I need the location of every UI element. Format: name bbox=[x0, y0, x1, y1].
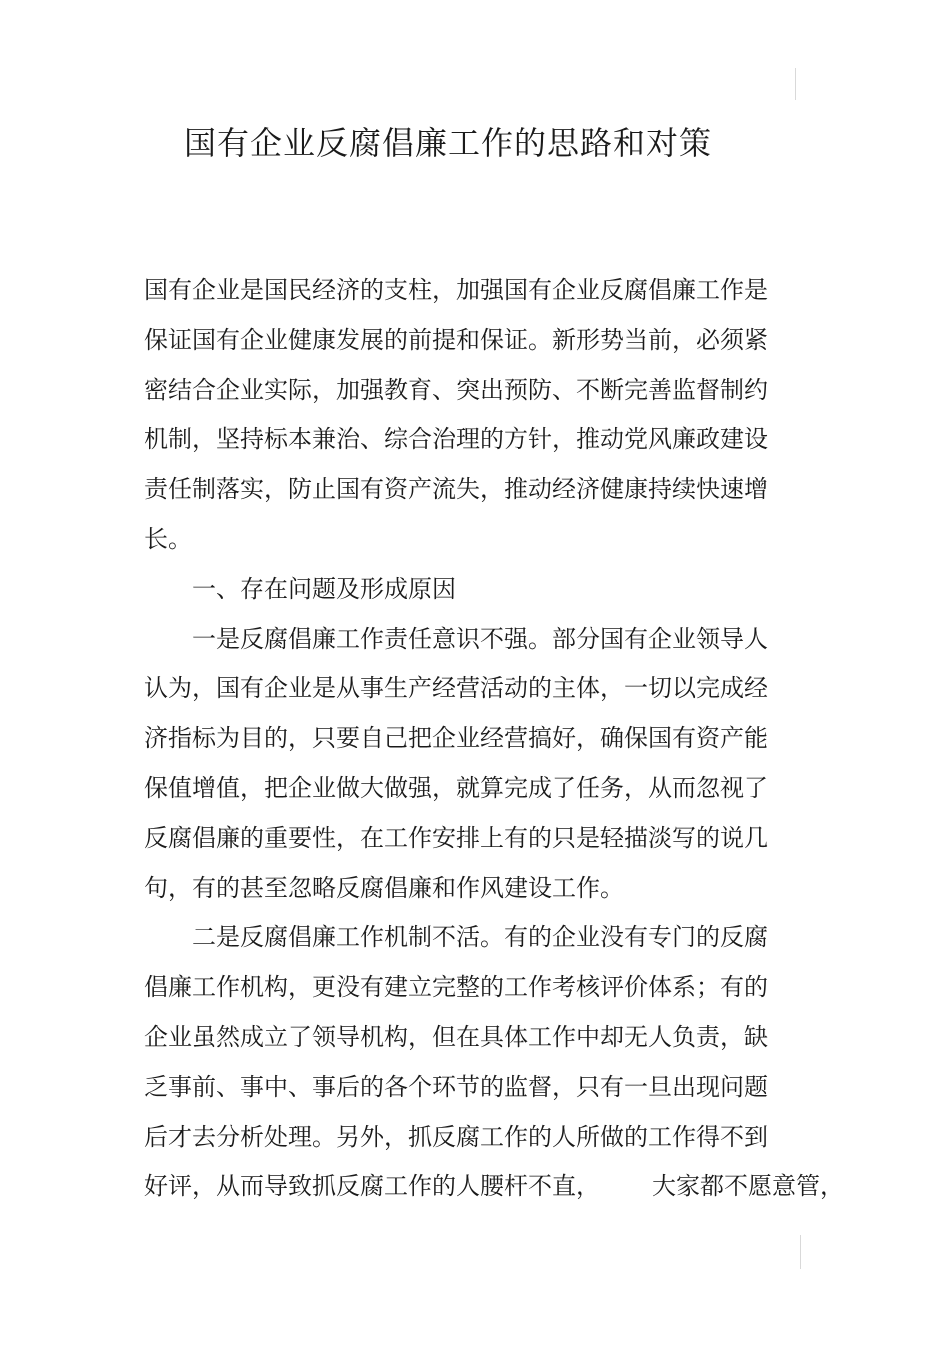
paragraph-line: 密结合企业实际，加强教育、突出预防、不断完善监督制约 bbox=[144, 375, 768, 404]
paragraph-line: 保证国有企业健康发展的前提和保证。新形势当前，必须紧 bbox=[144, 325, 768, 354]
paragraph-line: 企业虽然成立了领导机构，但在具体工作中却无人负责，缺 bbox=[144, 1022, 768, 1051]
paragraph-line bbox=[144, 1162, 844, 1212]
line-segment: 好评，从而导致抓反腐工作的人腰杆不直， bbox=[144, 1172, 600, 1201]
paragraph-line: 句，有的甚至忽略反腐倡廉和作风建设工作。 bbox=[144, 873, 624, 902]
paragraph-line: 长。 bbox=[144, 524, 192, 553]
paragraph-line: 责任制落实，防止国有资产流失，推动经济健康持续快速增 bbox=[144, 475, 768, 504]
paragraph-line: 乏事前、事中、事后的各个环节的监督，只有一旦出现问题 bbox=[144, 1072, 768, 1101]
paragraph-line: 二是反腐倡廉工作机制不活。有的企业没有专门的反腐 bbox=[192, 923, 768, 952]
page-edge-mark bbox=[800, 1235, 801, 1269]
paragraph-line: 认为，国有企业是从事生产经营活动的主体，一切以完成经 bbox=[144, 674, 768, 703]
paragraph-line: 国有企业是国民经济的支柱，加强国有企业反腐倡廉工作是 bbox=[144, 276, 768, 304]
paragraph-line: 一是反腐倡廉工作责任意识不强。部分国有企业领导人 bbox=[192, 624, 768, 653]
line-segment: 大家都不愿意管， bbox=[652, 1172, 844, 1201]
paragraph-line: 保值增值，把企业做大做强，就算完成了任务，从而忽视了 bbox=[144, 773, 768, 802]
paragraph-line: 反腐倡廉的重要性，在工作安排上有的只是轻描淡写的说几 bbox=[144, 823, 768, 852]
paragraph-line: 济指标为目的，只要自己把企业经营搞好，确保国有资产能 bbox=[144, 724, 768, 753]
document-body bbox=[144, 266, 844, 1212]
paragraph-line: 机制，坚持标本兼治、综合治理的方针，推动党风廉政建设 bbox=[144, 425, 768, 454]
paragraph-line: 后才去分析处理。另外，抓反腐工作的人所做的工作得不到 bbox=[144, 1122, 768, 1151]
page-edge-mark bbox=[795, 68, 796, 100]
paragraph-line: 一、存在问题及形成原因 bbox=[192, 574, 456, 603]
document-title: 国有企业反腐倡廉工作的思路和对策 bbox=[183, 124, 712, 162]
paragraph-line: 倡廉工作机构，更没有建立完整的工作考核评价体系；有的 bbox=[144, 973, 768, 1002]
